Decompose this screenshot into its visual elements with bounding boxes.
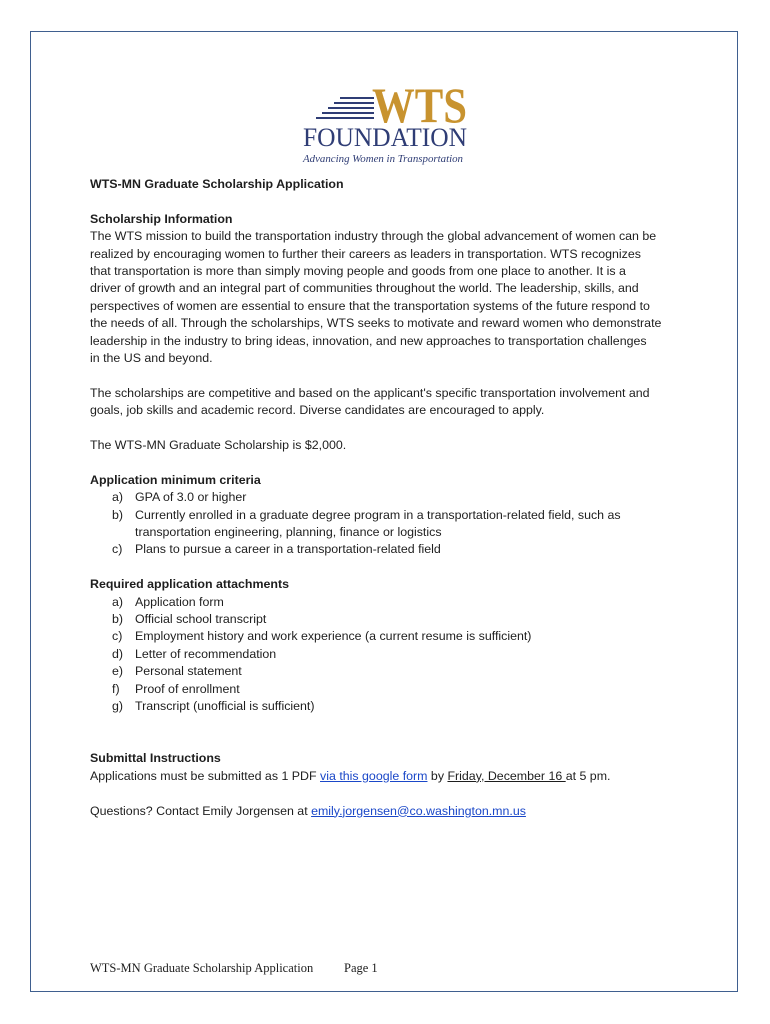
attachments-list xyxy=(90,594,690,716)
list-item xyxy=(90,594,690,611)
list-marker: c) xyxy=(112,542,123,557)
criteria-heading: Application minimum criteria xyxy=(90,472,261,487)
list-marker: c) xyxy=(112,629,123,644)
list-text: Letter of recommendation xyxy=(135,646,277,661)
list-text: Application form xyxy=(135,594,224,609)
list-text: Employment history and work experience (a current resume is sufficient) xyxy=(135,629,532,644)
list-item xyxy=(90,698,690,715)
list-item xyxy=(90,646,690,663)
competitive-line: The scholarships are competitive and based on the applicant's specific transportation involvement and xyxy=(90,385,650,400)
page-footer xyxy=(90,961,378,976)
document-body xyxy=(90,176,690,820)
list-item xyxy=(90,611,690,628)
logo-foundation: FOUNDATION xyxy=(303,123,468,152)
list-item xyxy=(90,489,690,506)
list-marker: d) xyxy=(112,646,124,661)
list-text: Proof of enrollment xyxy=(135,681,240,696)
list-text: Currently enrolled in a graduate degree program in a transportation-related field, such as xyxy=(135,507,621,522)
list-marker: b) xyxy=(112,507,124,522)
scholarship-info-heading: Scholarship Information xyxy=(90,211,233,226)
list-text: Official school transcript xyxy=(135,612,267,627)
mission-line: realized by encouraging women to further their careers as leaders in transportation. WTS recognizes xyxy=(90,246,641,261)
list-text: Transcript (unofficial is sufficient) xyxy=(135,699,315,714)
google-form-link[interactable]: via this google form xyxy=(320,768,428,783)
list-marker: f) xyxy=(112,681,120,696)
list-item xyxy=(90,681,690,698)
list-item xyxy=(90,541,690,558)
logo-tagline: Advancing Women in Transportation xyxy=(302,153,464,165)
list-item xyxy=(90,663,690,680)
scholarship-amount: The WTS-MN Graduate Scholarship is $2,000. xyxy=(90,438,347,453)
list-marker: g) xyxy=(112,699,124,714)
list-marker: b) xyxy=(112,612,124,627)
mission-line: The WTS mission to build the transportation industry through the global advancement of women can be xyxy=(90,229,657,244)
submittal-text xyxy=(90,768,690,785)
deadline-date: Friday, December 16 xyxy=(447,768,566,783)
list-marker: a) xyxy=(112,490,124,505)
logo-stripes xyxy=(316,97,374,119)
questions-text xyxy=(90,803,690,820)
criteria-list xyxy=(90,489,690,559)
list-text: GPA of 3.0 or higher xyxy=(135,490,247,505)
mission-line: in the US and beyond. xyxy=(90,351,213,366)
document-title: WTS-MN Graduate Scholarship Application xyxy=(90,177,344,191)
contact-email-link[interactable]: emily.jorgensen@co.washington.mn.us xyxy=(311,803,526,818)
attachments-heading: Required application attachments xyxy=(90,577,289,592)
footer-title: WTS-MN Graduate Scholarship Application xyxy=(90,961,314,975)
mission-paragraph xyxy=(90,228,690,367)
mission-line: driver of growth and an integral part of communities throughout the world. The leadership, skills, and xyxy=(90,281,639,296)
mission-line: perspectives of women are essential to ensure that the transportation systems of the future respond to xyxy=(90,298,650,313)
list-item xyxy=(90,628,690,645)
list-text: Personal statement xyxy=(135,664,242,679)
submittal-prefix: Applications must be submitted as 1 PDF xyxy=(90,768,321,783)
competitive-line: goals, job skills and academic record. Diverse candidates are encouraged to apply. xyxy=(90,403,545,418)
list-text: transportation engineering, planning, finance or logistics xyxy=(135,525,442,540)
logo-wordmark: WTS xyxy=(372,77,467,133)
list-marker: e) xyxy=(112,664,124,679)
list-marker: a) xyxy=(112,594,124,609)
mission-line: the needs of all. Through the scholarships, WTS seeks to motivate and reward women who demonstrate xyxy=(90,316,662,331)
questions-prefix: Questions? Contact Emily Jorgensen at xyxy=(90,803,312,818)
submittal-middle: by xyxy=(427,768,448,783)
page-number: Page 1 xyxy=(344,961,378,975)
mission-line: leadership in the industry to bring ideas, innovation, and new approaches to transportation challenges xyxy=(90,333,647,348)
competitive-paragraph xyxy=(90,385,690,420)
wts-foundation-logo xyxy=(300,78,470,166)
submittal-heading: Submittal Instructions xyxy=(90,751,221,766)
list-item xyxy=(90,507,690,542)
list-text: Plans to pursue a career in a transportation-related field xyxy=(135,542,441,557)
submittal-suffix: at 5 pm. xyxy=(565,768,611,783)
mission-line: that transportation is more than simply moving people and goods from one place to another. It is a xyxy=(90,264,626,279)
